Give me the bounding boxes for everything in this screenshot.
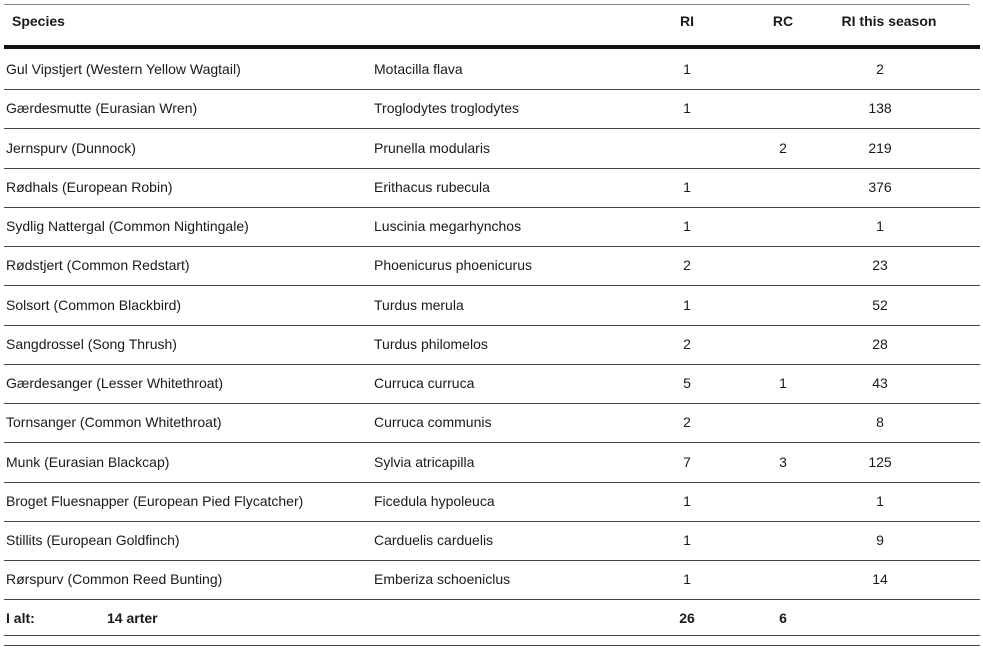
table-row	[4, 286, 980, 326]
cell-latin: Curruca communis	[374, 414, 492, 431]
cell-latin: Carduelis carduelis	[374, 532, 494, 548]
total-ri: 26	[679, 610, 695, 626]
table-row	[4, 50, 980, 90]
cell-season: 14	[872, 571, 888, 588]
cell-season: 1	[876, 492, 884, 509]
header-ri: RI	[680, 13, 694, 29]
header-species: Species	[12, 13, 65, 29]
table-row	[4, 560, 980, 600]
cell-species: Sydlig Nattergal (Common Nightingale)	[6, 218, 249, 234]
table-row	[4, 482, 980, 522]
cell-species: Rødstjert (Common Redstart)	[6, 257, 190, 274]
table-row	[4, 246, 980, 286]
cell-ri: 1	[683, 532, 691, 548]
cell-latin: Prunella modularis	[374, 139, 490, 156]
cell-latin: Phoenicurus phoenicurus	[374, 257, 532, 274]
table-row	[4, 364, 980, 404]
table-row	[4, 129, 980, 169]
total-label: I alt:	[6, 610, 35, 626]
cell-latin: Motacilla flava	[374, 61, 463, 77]
table-row	[4, 89, 980, 129]
cell-ri: 1	[683, 492, 691, 509]
cell-species: Rørspurv (Common Reed Bunting)	[6, 571, 223, 588]
cell-season: 2	[876, 61, 884, 77]
cell-season: 138	[868, 100, 892, 117]
cell-species: Broget Fluesnapper (European Pied Flycatcher)	[6, 492, 304, 509]
cell-ri: 5	[683, 375, 691, 391]
cell-ri: 1	[683, 218, 691, 234]
cell-ri: 1	[683, 178, 691, 195]
cell-species: Tornsanger (Common Whitethroat)	[6, 414, 222, 431]
table-row	[4, 207, 980, 247]
cell-species: Gærdesmutte (Eurasian Wren)	[6, 100, 198, 117]
cell-latin: Curruca curruca	[374, 375, 475, 391]
table-row	[4, 443, 980, 483]
table-header	[4, 6, 980, 44]
header-rule	[4, 45, 980, 49]
cell-species: Solsort (Common Blackbird)	[6, 296, 182, 313]
cell-species: Gærdesanger (Lesser Whitethroat)	[6, 375, 224, 391]
bottom-rule	[4, 645, 980, 646]
cell-latin: Turdus merula	[374, 296, 464, 313]
table-row	[4, 403, 980, 443]
cell-ri: 1	[683, 571, 691, 588]
table-row	[4, 521, 980, 561]
cell-species: Munk (Eurasian Blackcap)	[6, 453, 170, 470]
cell-season: 1	[876, 218, 884, 234]
cell-rc: 3	[779, 453, 787, 470]
cell-season: 219	[868, 139, 892, 156]
cell-latin: Erithacus rubecula	[374, 178, 490, 195]
cell-ri: 1	[683, 100, 691, 117]
cell-season: 125	[868, 453, 892, 470]
cell-latin: Ficedula hypoleuca	[374, 492, 495, 509]
cell-species: Rødhals (European Robin)	[6, 178, 173, 195]
cell-ri: 2	[683, 257, 691, 274]
cell-rc: 2	[779, 139, 787, 156]
table-row	[4, 325, 980, 365]
cell-ri: 2	[683, 335, 691, 352]
table-row	[4, 168, 980, 208]
cell-season: 52	[872, 296, 888, 313]
top-rule	[4, 4, 970, 5]
cell-ri: 7	[683, 453, 691, 470]
cell-species: Sangdrossel (Song Thrush)	[6, 335, 177, 352]
cell-species: Gul Vipstjert (Western Yellow Wagtail)	[6, 61, 241, 77]
cell-season: 43	[872, 375, 888, 391]
cell-latin: Turdus philomelos	[374, 335, 488, 352]
cell-ri: 1	[683, 61, 691, 77]
cell-latin: Luscinia megarhynchos	[374, 218, 522, 234]
cell-latin: Troglodytes troglodytes	[374, 100, 519, 117]
cell-season: 8	[876, 414, 884, 431]
cell-latin: Sylvia atricapilla	[374, 453, 475, 470]
cell-season: 28	[872, 335, 888, 352]
cell-latin: Emberiza schoeniclus	[374, 571, 511, 588]
cell-ri: 2	[683, 414, 691, 431]
total-rc: 6	[779, 610, 787, 626]
header-rc: RC	[772, 13, 794, 29]
header-season: RI this season	[841, 13, 937, 29]
total-count: 14 arter	[107, 610, 158, 626]
cell-rc: 1	[779, 375, 787, 391]
cell-season: 9	[876, 532, 884, 548]
cell-species: Jernspurv (Dunnock)	[6, 139, 136, 156]
cell-season: 23	[872, 257, 888, 274]
cell-ri: 1	[683, 296, 691, 313]
cell-season: 376	[868, 178, 892, 195]
cell-species: Stillits (European Goldfinch)	[6, 532, 180, 548]
total-row	[4, 599, 980, 636]
